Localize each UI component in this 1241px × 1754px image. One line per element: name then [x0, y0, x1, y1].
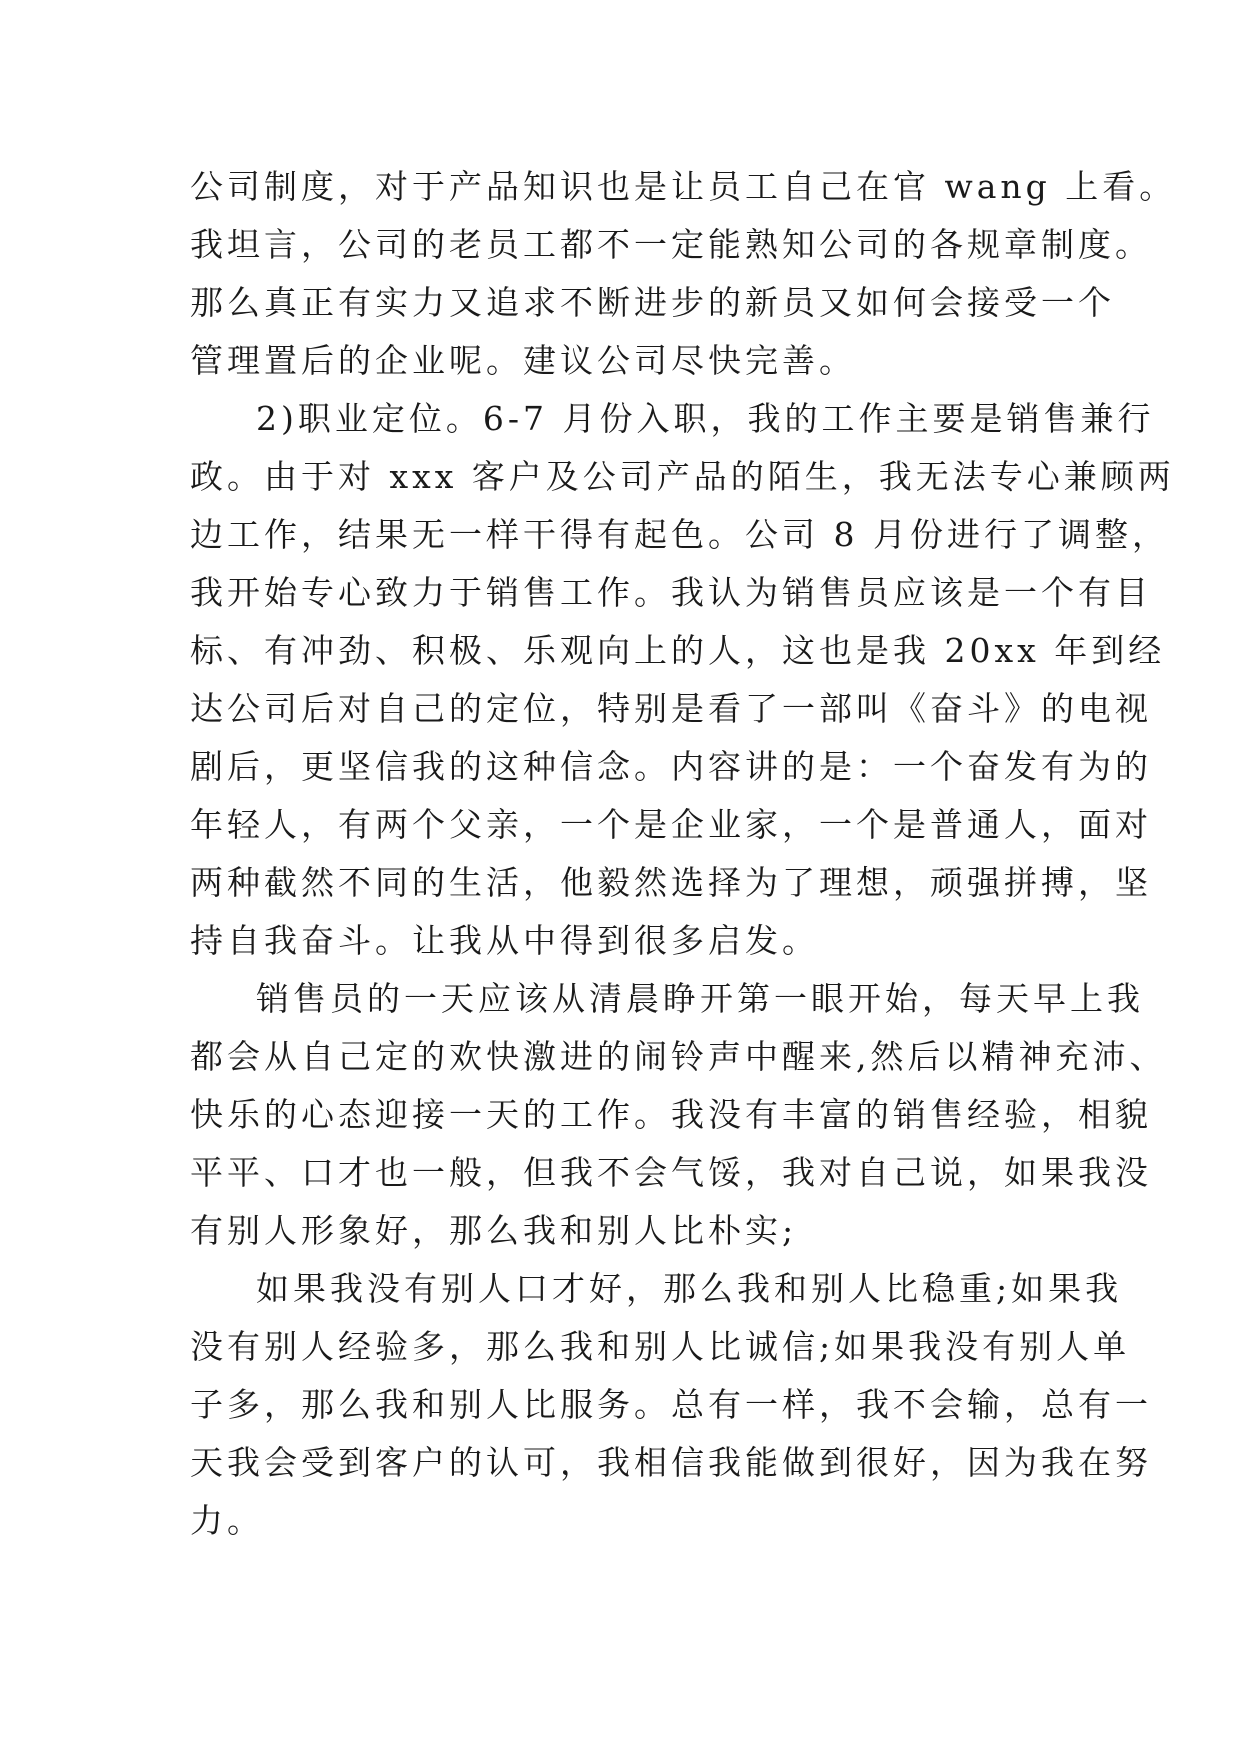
- text-line: 管理置后的企业呢。建议公司尽快完善。: [190, 341, 856, 380]
- text-line: 两种截然不同的生活，他毅然选择为了理想，顽强拼搏，坚: [190, 863, 1152, 902]
- text-line: 边工作，结果无一样干得有起色。公司 8 月份进行了调整，: [190, 515, 1169, 554]
- text-line: 天我会受到客户的认可，我相信我能做到很好，因为我在努: [190, 1443, 1152, 1482]
- text-line: 都会从自己定的欢快激进的闹铃声中醒来,然后以精神充沛、: [190, 1037, 1167, 1076]
- document-body: [190, 158, 1177, 1550]
- paragraph-first-line: 如果我没有别人口才好，那么我和别人比稳重;如果我: [256, 1269, 1123, 1308]
- paragraph-first-line: 2)职业定位。6-7 月份入职，我的工作主要是销售兼行: [256, 399, 1155, 438]
- text-line: 政。由于对 xxx 客户及公司产品的陌生，我无法专心兼顾两: [190, 457, 1175, 496]
- text-line: 标、有冲劲、积极、乐观向上的人，这也是我 20xx 年到经: [190, 631, 1166, 670]
- text-line: 快乐的心态迎接一天的工作。我没有丰富的销售经验，相貌: [190, 1095, 1152, 1134]
- text-line: 年轻人，有两个父亲，一个是企业家，一个是普通人，面对: [190, 805, 1152, 844]
- text-line: 没有别人经验多，那么我和别人比诚信;如果我没有别人单: [190, 1327, 1131, 1366]
- text-line: 达公司后对自己的定位，特别是看了一部叫《奋斗》的电视: [190, 689, 1152, 728]
- text-line: 我开始专心致力于销售工作。我认为销售员应该是一个有目: [190, 573, 1152, 612]
- text-line: 那么真正有实力又追求不断进步的新员又如何会接受一个: [190, 283, 1115, 322]
- paragraph-first-line: 销售员的一天应该从清晨睁开第一眼开始，每天早上我: [256, 979, 1144, 1018]
- text-line: 剧后，更坚信我的这种信念。内容讲的是：一个奋发有为的: [190, 747, 1152, 786]
- text-line: 持自我奋斗。让我从中得到很多启发。: [190, 921, 819, 960]
- text-line: 平平、口才也一般，但我不会气馁，我对自己说，如果我没: [190, 1153, 1152, 1192]
- text-line: 力。: [190, 1501, 264, 1540]
- text-line: 子多，那么我和别人比服务。总有一样，我不会输，总有一: [190, 1385, 1152, 1424]
- text-line: 有别人形象好，那么我和别人比朴实;: [190, 1211, 798, 1250]
- text-line: 我坦言，公司的老员工都不一定能熟知公司的各规章制度。: [190, 225, 1152, 264]
- text-line: 公司制度，对于产品知识也是让员工自己在官 wang 上看。: [190, 167, 1177, 206]
